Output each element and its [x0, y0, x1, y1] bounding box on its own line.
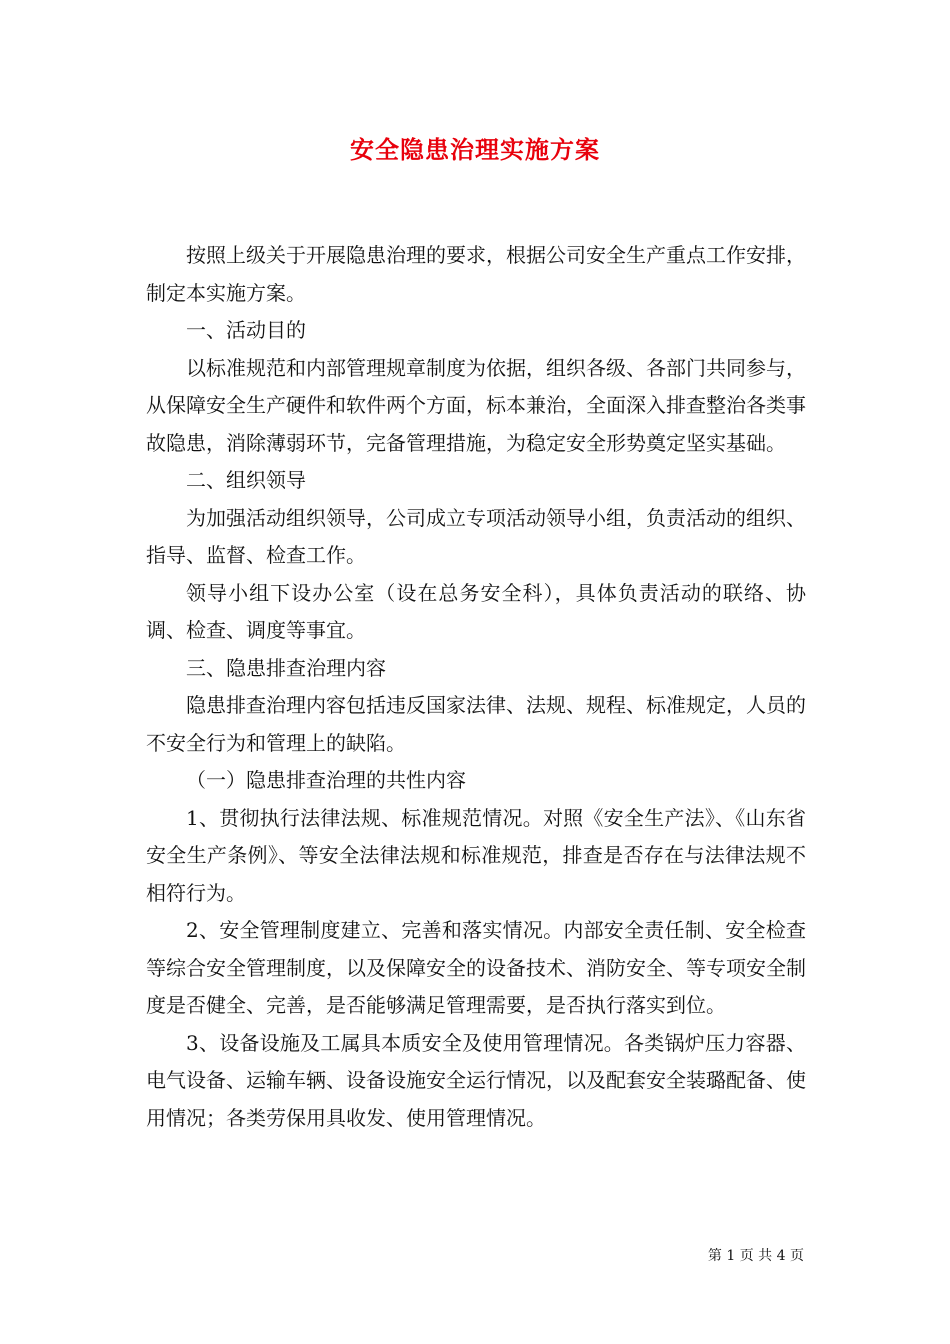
paragraph: 隐患排查治理内容包括违反国家法律、法规、规程、标准规定，人员的不安全行为和管理上的缺陷。	[146, 693, 806, 755]
paragraph: 按照上级关于开展隐患治理的要求，根据公司安全生产重点工作安排，制定本实施方案。	[146, 243, 806, 305]
paragraph: 3、设备设施及工属具本质安全及使用管理情况。各类锅炉压力容器、电气设备、运输车辆、设备设施安全运行情况，以及配套安全装璐配备、使用情况；各类劳保用具收发、使用管理情况。	[146, 1030, 806, 1130]
section-heading: 三、隐患排查治理内容	[186, 655, 386, 680]
document-title: 安全隐患治理实施方案	[350, 135, 600, 164]
section-heading: 二、组织领导	[186, 468, 306, 492]
document-body	[146, 237, 806, 1137]
paragraph: 为加强活动组织领导，公司成立专项活动领导小组，负责活动的组织、指导、监督、检查工作。	[146, 505, 806, 567]
paragraph: 2、安全管理制度建立、完善和落实情况。内部安全责任制、安全检查等综合安全管理制度，以及保障安全的设备技术、消防安全、等专项安全制度是否健全、完善，是否能够满足管理需要，是否执行落实到位。	[146, 918, 806, 1017]
paragraph: 领导小组下设办公室（设在总务安全科），具体负责活动的联络、协调、检查、调度等事宜。	[146, 580, 806, 642]
subsection-heading: （一）隐患排查治理的共性内容	[186, 768, 466, 792]
paragraph: 以标准规范和内部管理规章制度为依据，组织各级、各部门共同参与，从保障安全生产硬件和软件两个方面，标本兼治，全面深入排查整治各类事故隐患，消除薄弱环节，完备管理措施，为稳定安全形势奠定坚实基础。	[146, 355, 806, 455]
section-heading: 一、活动目的	[186, 318, 306, 342]
page-number: 第 1 页 共 4 页	[707, 1248, 804, 1264]
paragraph: 1、贯彻执行法律法规、标准规范情况。对照《安全生产法》、《山东省安全生产条例》、等安全法律法规和标准规范，排查是否存在与法律法规不相符行为。	[146, 805, 806, 905]
